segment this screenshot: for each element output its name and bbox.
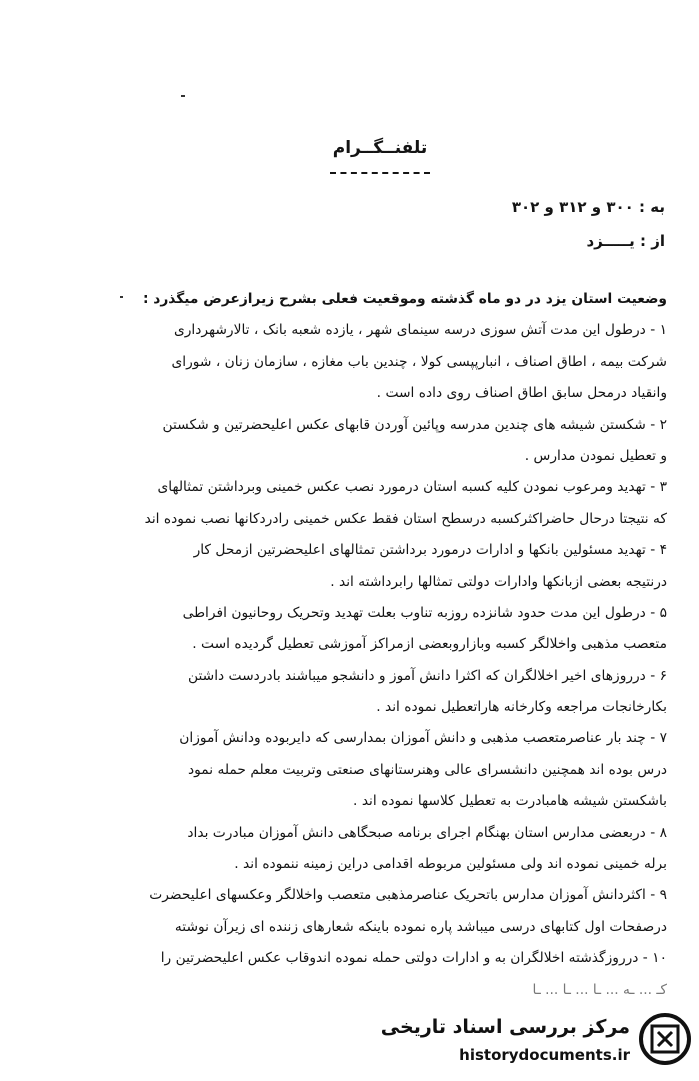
body-line: ۸ - دربعضی مدارس استان بهنگام اجرای برنامه صبحگاهی دانش آموزان مبادرت بداد [187, 824, 667, 841]
body-line: وانقیاد درمحل سابق اطاق اصناف روی داده است . [376, 385, 667, 402]
archive-watermark [380, 1008, 692, 1074]
to-line: به : ۳۰۰ و ۳۱۲ و ۳۰۲ [511, 198, 665, 216]
title-underline [330, 172, 430, 178]
body-line: وضعیت استان یزد در دو ماه گذشته وموقعیت فعلی بشرح زیرازعرض میگذرد : [142, 291, 667, 307]
body-line: و تعطیل نمودن مدارس . [524, 447, 667, 464]
body-line: برله خمینی نموده اند ولی مسئولین مربوطه اقدامی دراین زمینه ننموده اند . [234, 856, 667, 873]
body-line: ۹ - اکثردانش آموزان مدارس باتحریک عناصرمذهبی متعصب واخلالگر وعکسهای اعلیحضرت [149, 887, 667, 904]
body-line: که نتیجتا درحال حاضراکثرکسبه درسطح استان فقط عکس خمینی رادردکانها نصب نموده اند [144, 510, 667, 527]
archive-name: مرکز بررسی اسناد تاریخی [380, 1016, 630, 1038]
telegram-body [28, 284, 667, 1006]
body-line: ۱۰ - درروزگذشته اخلالگران به و ادارات دولتی حمله نموده اندوقاب عکس اعلیحضرتین را [160, 950, 667, 967]
from-line: از : یـــــزد [586, 232, 665, 250]
archive-url: historydocuments.ir [459, 1046, 630, 1064]
body-line: کـ ... ـه ... ـا ... ـا ... ـا [532, 981, 667, 998]
body-line: باشکستن شیشه هامبادرت به تعطیل کلاسها نموده اند . [353, 793, 667, 810]
body-line: شرکت بیمه ، اطاق اصناف ، انبارپپسی کولا ، چندین باب مغازه ، سازمان زنان ، شورای [171, 353, 667, 370]
body-line: ۱ - درطول این مدت آتش سوزی درسه سینمای شهر ، یازده شعبه بانک ، تالارشهرداری [173, 322, 667, 339]
body-line: ۶ - درروزهای اخیر اخلالگران که اکثرا دانش آموز و دانشجو میباشند بادردست داشتن [187, 667, 667, 684]
body-line: درس بوده اند همچنین دانشسرای عالی وهنرستانهای صنعتی وتربیت معلم حمله نمود [187, 761, 667, 778]
body-line: متعصب مذهبی واخلالگر کسبه وبازاروبعضی ازمراکز آموزشی تعطیل گردیده است . [192, 636, 667, 653]
body-line: ۵ - درطول این مدت حدود شانزده روزبه تناوب بعلت تهدید وتحریک روحانیون افراطی [182, 604, 667, 621]
body-line: بکارخانجات مراجعه وکارخانه هاراتعطیل نموده اند . [376, 699, 667, 716]
body-line: ۲ - شکستن شیشه های چندین مدرسه وپائین آوردن قابهای عکس اعلیحضرتین و شکستن [162, 416, 667, 433]
body-line: درصفحات اول کتابهای درسی میباشد پاره نموده باینکه شعارهای زننده ای زیرآن نوشته [174, 918, 667, 935]
document-title: تلفنــگــرام [332, 138, 428, 158]
body-line: ۷ - چند بار عناصرمتعصب مذهبی و دانش آموزان بمدارسی که دایربوده ودانش آموزان [179, 730, 667, 747]
archive-logo-icon [638, 1012, 692, 1066]
body-line: ۳ - تهدید ومرعوب نمودن کلیه کسبه استان درمورد نصب عکس خمینی وبرداشتن تمثالهای [157, 479, 667, 496]
body-line: ۴ - تهدید مسئولین بانکها و ادارات درمورد برداشتن تمثالهای اعلیحضرتین ازمحل کار [193, 542, 667, 559]
body-line: درنتیجه بعضی ازبانکها وادارات دولتی تمثالها رابرداشته اند . [330, 573, 667, 590]
scan-speck [181, 95, 185, 97]
